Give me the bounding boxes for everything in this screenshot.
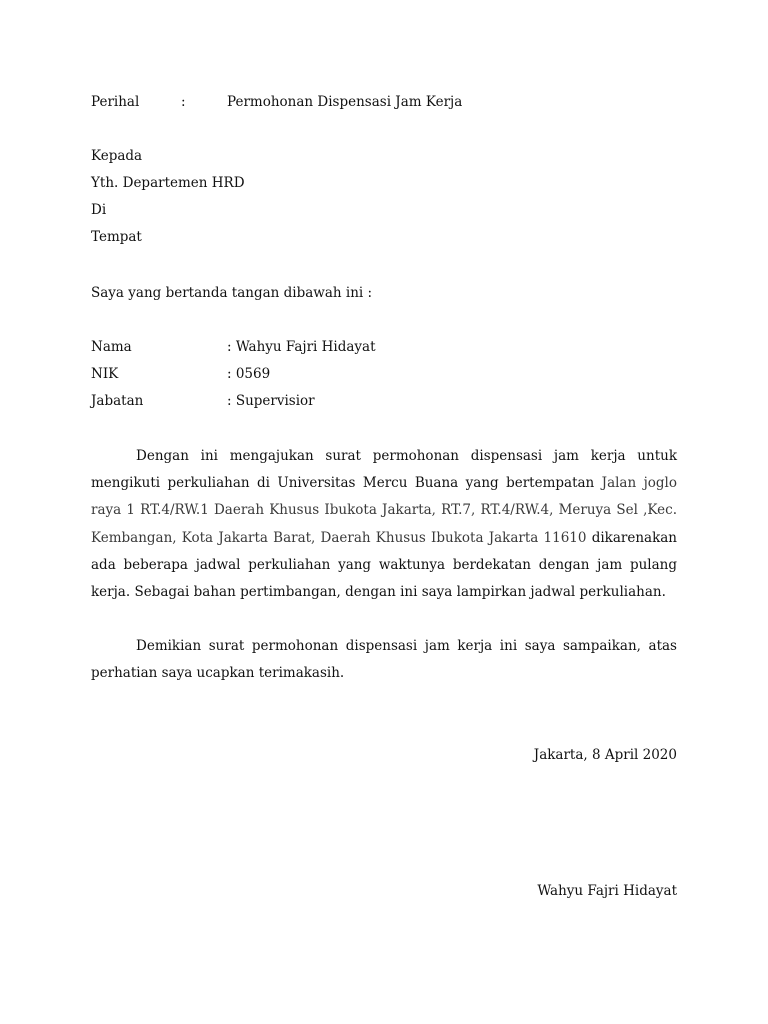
intro-text: Saya yang bertanda tangan dibawah ini : xyxy=(91,285,373,301)
letter-date: Jakarta, 8 April 2020 xyxy=(533,747,677,763)
subject-colon: : xyxy=(181,94,186,110)
field-value-jabatan: : Supervisior xyxy=(227,393,315,409)
field-label-jabatan: Jabatan xyxy=(91,393,144,409)
campus-address: Jalan joglo raya 1 RT.4/RW.1 Daerah Khusus Ibukota Jakarta, RT.7, RT.4/RW.4, Meruya Sel ,Kec. Kembangan, Kota Jakarta Barat, Daerah Khusus Ibukota Jakarta 11610 xyxy=(91,475,677,546)
field-value-nik: : 0569 xyxy=(227,366,271,382)
field-value-nama: : Wahyu Fajri Hidayat xyxy=(227,339,376,355)
field-label-nik: NIK xyxy=(91,366,119,382)
recipient-line-tempat: Tempat xyxy=(91,229,142,245)
recipient-line-kepada: Kepada xyxy=(91,148,143,164)
recipient-line-di: Di xyxy=(91,202,107,218)
subject-label: Perihal xyxy=(91,94,140,110)
field-label-nama: Nama xyxy=(91,339,132,355)
subject-value: Permohonan Dispensasi Jam Kerja xyxy=(227,94,463,110)
body-text-end: dikarenakan ada beberapa jadwal perkuliahan yang waktunya berdekatan dengan jam pulang kerja. Sebagai bahan pertimbangan, dengan ini saya lampirkan jadwal perkuliahan. xyxy=(91,529,677,601)
recipient-line-department: Yth. Departemen HRD xyxy=(91,175,245,191)
body-paragraph-request xyxy=(91,443,677,606)
body-text-start: Dengan ini mengajukan surat permohonan dispensasi jam kerja untuk mengikuti perkuliahan di Universitas Mercu Buana yang bertempatan xyxy=(91,448,677,492)
body-paragraph-closing: Demikian surat permohonan dispensasi jam kerja ini saya sampaikan, atas perhatian saya ucapkan terimakasih. xyxy=(91,638,677,682)
signer-name: Wahyu Fajri Hidayat xyxy=(537,883,677,899)
